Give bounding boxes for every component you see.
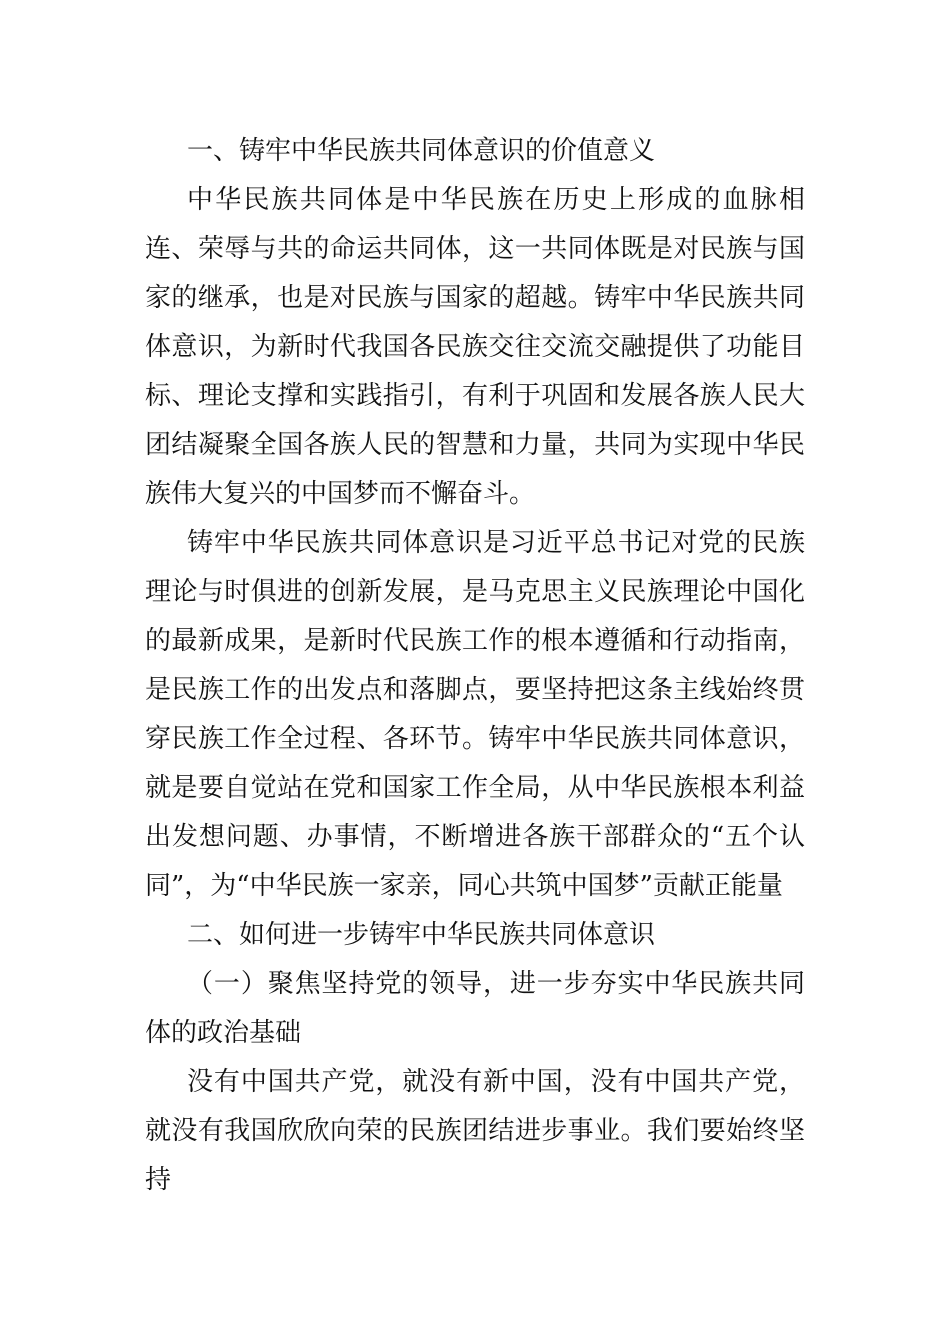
document-body [145,127,805,1205]
paragraph-2: 铸牢中华民族共同体意识是习近平总书记对党的民族理论与时俱进的创新发展，是马克思主义民族理论中国化的最新成果，是新时代民族工作的根本遵循和行动指南，是民族工作的出发点和落脚点，要坚持把这条主线始终贯穿民族工作全过程、各环节。铸牢中华民族共同体意识，就是要自觉站在党和国家工作全局，从中华民族根本利益出发想问题、办事情，不断增进各族干部群众的“五个认同”，为“中华民族一家亲，同心共筑中国梦”贡献正能量 [145,528,805,901]
section-heading-2: 二、如何进一步铸牢中华民族共同体意识 [187,920,656,950]
paragraph-1: 中华民族共同体是中华民族在历史上形成的血脉相连、荣辱与共的命运共同体，这一共同体既是对民族与国家的继承，也是对民族与国家的超越。铸牢中华民族共同体意识，为新时代我国各民族交往交流交融提供了功能目标、理论支撑和实践指引，有利于巩固和发展各族人民大团结凝聚全国各族人民的智慧和力量，共同为实现中华民族伟大复兴的中国梦而不懈奋斗。 [145,185,805,509]
subsection-heading-1: （一）聚焦坚持党的领导，进一步夯实中华民族共同体的政治基础 [145,969,805,1048]
section-heading-1: 一、铸牢中华民族共同体意识的价值意义 [187,136,656,166]
paragraph-3: 没有中国共产党，就没有新中国，没有中国共产党，就没有我国欣欣向荣的民族团结进步事业。我们要始终坚持 [145,1067,805,1195]
